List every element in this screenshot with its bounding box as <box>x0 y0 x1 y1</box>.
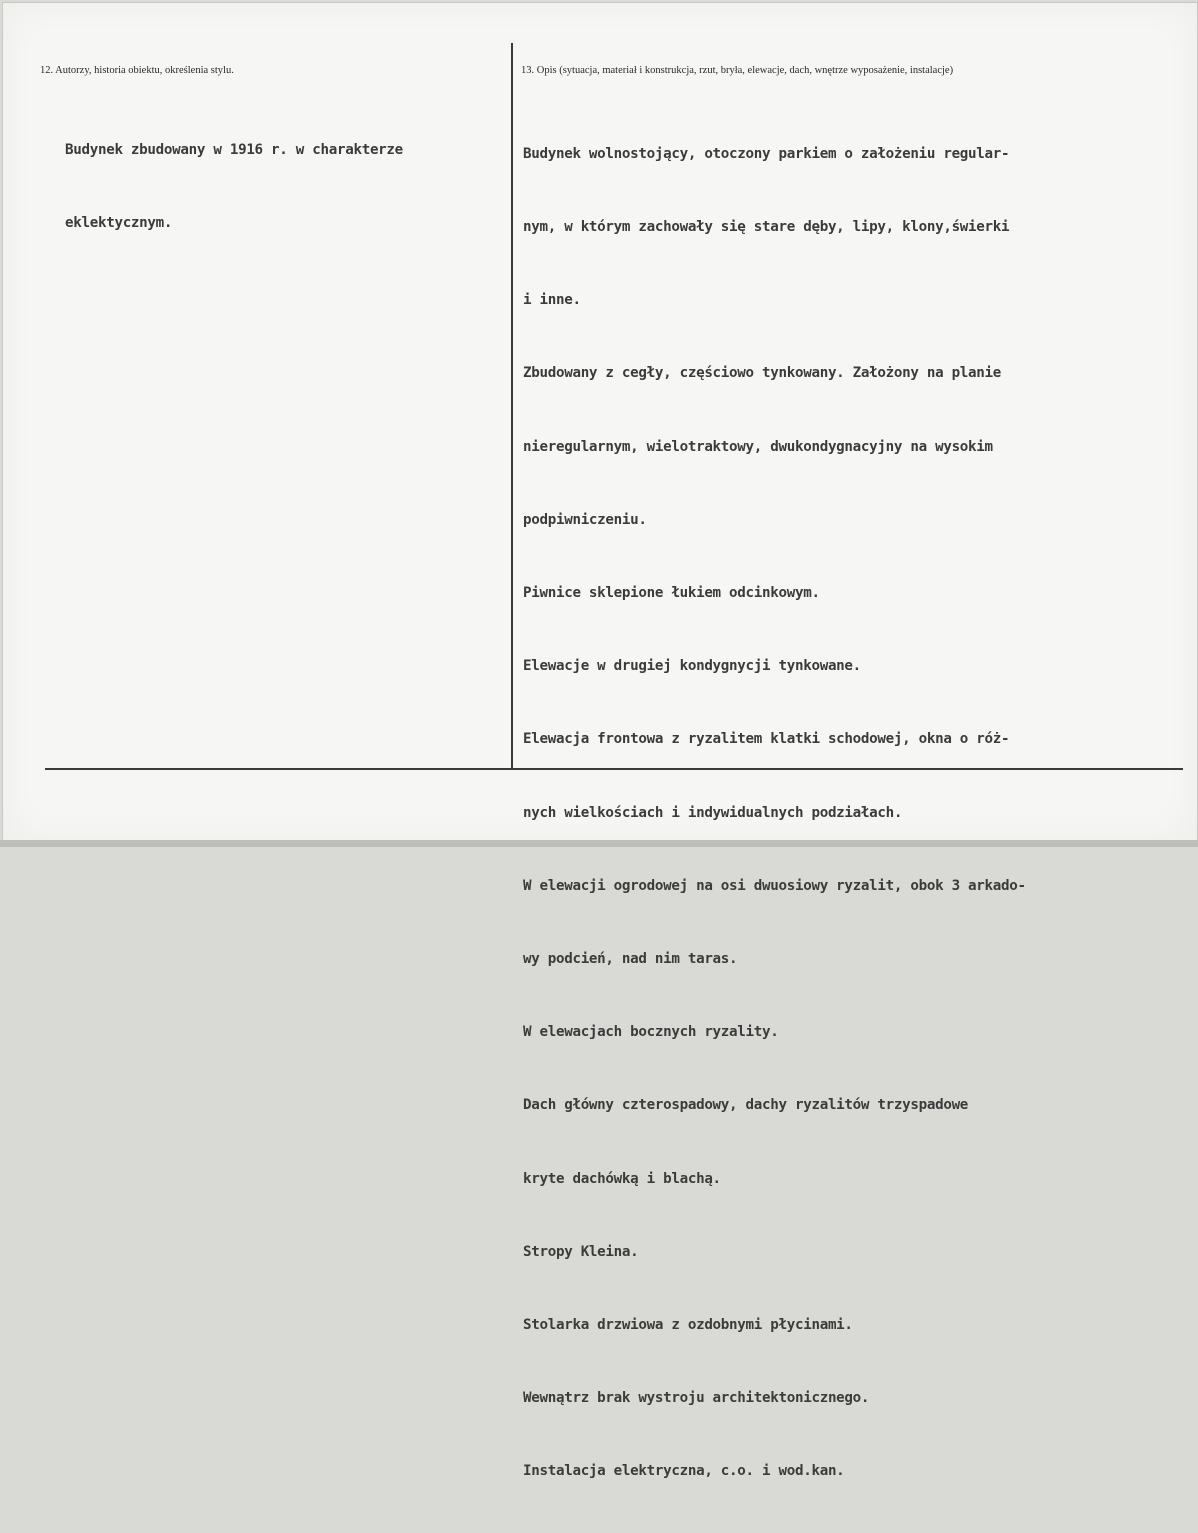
column-divider <box>511 43 513 768</box>
section-13-line: podpiwniczeniu. <box>523 511 647 528</box>
section-13-label: 13. Opis (sytuacja, materiał i konstrukcja, rzut, bryła, elewacje, dach, wnętrze wyposażenie, instalacje) <box>521 65 954 76</box>
section-13-line: nych wielkościach i indywidualnych podziałach. <box>523 804 903 821</box>
section-13-line: Piwnice sklepione łukiem odcinkowym. <box>523 585 820 602</box>
section-13-line: Stolarka drzwiowa z ozdobnymi płycinami. <box>523 1317 853 1334</box>
section-13-line: Elewacje w drugiej kondygnycji tynkowane. <box>523 658 861 675</box>
section-13-line: kryte dachówką i blachą. <box>523 1170 721 1187</box>
bottom-rule <box>45 768 1183 770</box>
section-12-label: 12. Autorzy, historia obiektu, określenia stylu. <box>40 65 234 76</box>
document-sheet <box>2 2 1198 1480</box>
section-13-line: Elewacja frontowa z ryzalitem klatki schodowej, okna o róż- <box>523 731 1010 748</box>
section-12-line: eklektycznym. <box>65 215 173 232</box>
section-13-line: Instalacja elektryczna, c.o. i wod.kan. <box>523 1463 845 1480</box>
section-13-line: i inne. <box>523 292 581 309</box>
scan-edge <box>0 840 1198 847</box>
section-13-line: Zbudowany z cegły, częściowo tynkowany. Założony na planie <box>523 365 1002 382</box>
section-13-line: Stropy Kleina. <box>523 1243 639 1260</box>
section-13-line: wy podcień, nad nim taras. <box>523 951 738 968</box>
section-12-text <box>65 89 403 284</box>
section-13-line: Wewnątrz brak wystroju architektonicznego. <box>523 1390 870 1407</box>
section-12-line: Budynek zbudowany w 1916 r. w charakterze <box>65 141 403 158</box>
section-13-line: W elewacjach bocznych ryzality. <box>523 1024 779 1041</box>
section-13-line: W elewacji ogrodowej na osi dwuosiowy ryzalit, obok 3 arkado- <box>523 877 1026 894</box>
section-13-line: nym, w którym zachowały się stare dęby, lipy, klony,świerki <box>523 219 1010 236</box>
section-13-line: nieregularnym, wielotraktowy, dwukondygnacyjny na wysokim <box>523 438 993 455</box>
section-13-line: Dach główny czterospadowy, dachy ryzalitów trzyspadowe <box>523 1097 969 1114</box>
section-13-text <box>523 93 1026 1533</box>
section-13-line: Budynek wolnostojący, otoczony parkiem o założeniu regular- <box>523 145 1010 162</box>
